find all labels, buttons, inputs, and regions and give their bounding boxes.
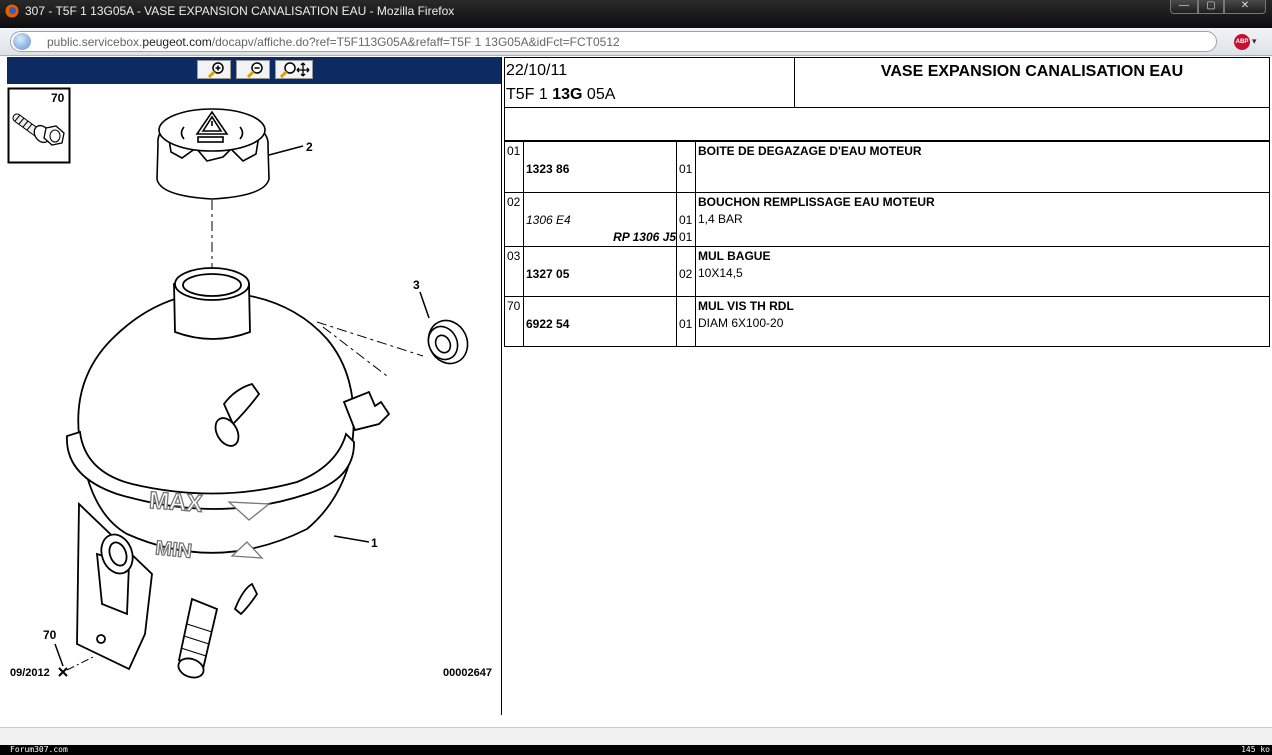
part-description-cell: [696, 193, 1270, 247]
minimize-button[interactable]: —: [1170, 0, 1198, 14]
part-ref[interactable]: 1323 86: [526, 162, 570, 176]
adblock-icon[interactable]: ABP: [1234, 34, 1250, 50]
zoom-pan-button[interactable]: [275, 60, 313, 79]
site-identity-icon[interactable]: [13, 33, 31, 50]
part-ref[interactable]: 1327 05: [526, 267, 570, 281]
part-description-cell: [696, 247, 1270, 297]
diagram-pane: [7, 57, 501, 715]
part-qty-cell: [677, 297, 696, 347]
firefox-icon: [5, 4, 19, 18]
part-ref[interactable]: 6922 54: [526, 317, 570, 331]
close-button[interactable]: ✕: [1224, 0, 1266, 14]
header-title: VASE EXPANSION CANALISATION EAU: [880, 63, 1184, 80]
part-description: BOUCHON REMPLISSAGE EAU MOTEUR: [698, 195, 935, 209]
part-qty: 01: [679, 317, 693, 331]
adblock-dropdown-icon[interactable]: ▾: [1252, 36, 1257, 46]
table-row[interactable]: [505, 142, 1270, 193]
part-qty: 02: [679, 267, 693, 281]
part-qty-cell: [677, 247, 696, 297]
maximize-button[interactable]: ▢: [1198, 0, 1224, 14]
zoom-in-button[interactable]: [197, 60, 231, 79]
url-domain: peugeot.com: [142, 35, 212, 49]
status-bar: [0, 727, 1272, 747]
parts-header: [504, 57, 1270, 108]
navigation-bar: [0, 28, 1272, 56]
diagram-reference: 00002647: [443, 667, 492, 679]
parts-table: [504, 141, 1270, 347]
part-ref-replacement[interactable]: RP 1306 J5: [613, 230, 676, 244]
part-detail: DIAM 6X100-20: [698, 316, 784, 330]
min-marking: MIN: [154, 537, 194, 563]
zoom-out-icon: [237, 61, 269, 78]
part-number: 03: [505, 247, 524, 297]
table-row[interactable]: [505, 297, 1270, 347]
filler-cap: [157, 109, 269, 199]
status-size-text: 145 ko: [1226, 745, 1270, 754]
part-number: 01: [505, 142, 524, 193]
table-row[interactable]: [505, 193, 1270, 247]
callout-70-box: 70: [51, 91, 65, 105]
table-row[interactable]: [505, 247, 1270, 297]
header-code: T5F 1 13G 05A: [506, 86, 616, 103]
part-description: MUL VIS TH RDL: [698, 299, 794, 313]
part-qty-replacement: 01: [679, 230, 693, 244]
part-description-cell: [696, 142, 1270, 193]
part-qty: 01: [679, 213, 693, 227]
part-ref-cell: [524, 297, 677, 347]
header-spacer-row: [504, 108, 1270, 141]
zoom-out-button[interactable]: [236, 60, 270, 79]
diagram-date: 09/2012: [10, 667, 50, 679]
part-ref[interactable]: 1306 E4: [526, 213, 571, 227]
parts-diagram: [7, 84, 501, 715]
pane-divider[interactable]: [501, 57, 502, 715]
part-ref-cell: [524, 193, 677, 247]
part-description: MUL BAGUE: [698, 249, 771, 263]
part-ref-cell: [524, 142, 677, 193]
callout-1: 1: [371, 536, 378, 550]
window-title: 307 - T5F 1 13G05A - VASE EXPANSION CANALISATION EAU - Mozilla Firefox: [25, 4, 455, 18]
ring-seal: [421, 314, 474, 370]
callout-3: 3: [413, 278, 420, 292]
part-qty-cell: [677, 142, 696, 193]
zoom-pan-icon: [276, 61, 312, 78]
part-description: BOITE DE DEGAZAGE D'EAU MOTEUR: [698, 144, 922, 158]
part-qty-cell: [677, 193, 696, 247]
callout-2: 2: [306, 140, 313, 154]
screw-mark-icon: [59, 668, 67, 676]
taskbar-strip: [0, 745, 1272, 755]
url-bar[interactable]: [10, 31, 1217, 52]
url-text[interactable]: public.servicebox.peugeot.com/docapv/affiche.do?ref=T5F113G05A&refaff=T5F 1 13G05A&idFct=FCT0512: [47, 35, 620, 49]
diagram-toolbar: [7, 57, 501, 84]
part-detail: 10X14,5: [698, 266, 743, 280]
screw-inset: [9, 89, 70, 163]
max-marking: MAX: [148, 487, 204, 518]
window-titlebar: [0, 0, 1272, 28]
part-ref-cell: [524, 247, 677, 297]
part-qty: 01: [679, 162, 693, 176]
status-left-text: Forum307.com: [10, 745, 68, 754]
part-number: 70: [505, 297, 524, 347]
header-date: 22/10/11: [506, 62, 568, 79]
zoom-in-icon: [198, 61, 230, 78]
part-description-cell: [696, 297, 1270, 347]
callout-70: 70: [43, 628, 57, 642]
part-detail: 1,4 BAR: [698, 212, 743, 226]
part-number: 02: [505, 193, 524, 247]
